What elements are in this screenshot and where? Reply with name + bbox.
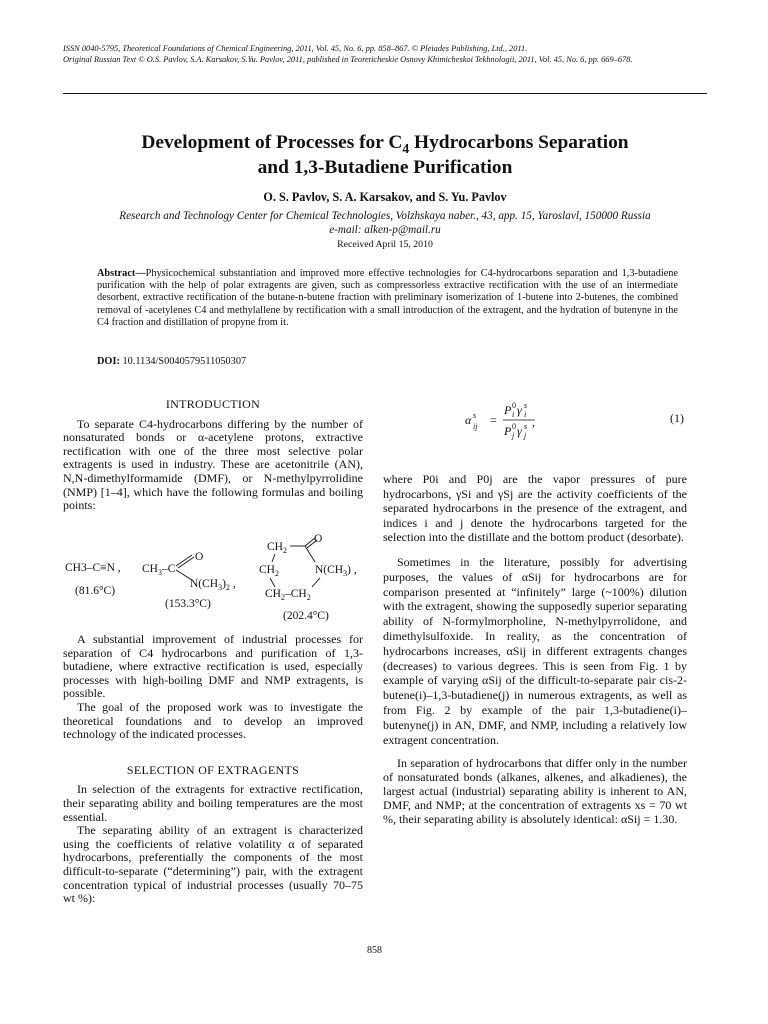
intro-paragraph-2: A substantial improvement of industrial processes for separation of C4 hydrocarbons and purification of 1,3-butadiene, where extractive rectification is used, especially processes with high-boiling DMF and NMP extragents, is possible.	[63, 632, 363, 701]
header-line-1: ISSN 0040-5795, Theoretical Foundations of Chemical Engineering, 2011, Vol. 45, No. 6, pp. 858–867. © Pleiades Publishing, Ltd., 2011.	[63, 44, 528, 53]
svg-text:O: O	[314, 533, 323, 545]
doi	[97, 356, 678, 367]
svg-text:,: ,	[532, 415, 535, 429]
svg-text:CH3–C: $CH_3-C$	[142, 563, 176, 577]
svg-text:s: s	[524, 401, 528, 410]
intro-paragraph-3: The goal of the proposed work was to investigate the theoretical foundations and to develop an improved technology of the indicated processes.	[63, 699, 363, 742]
doi-value: 10.1134/S0040579511050307	[122, 356, 247, 367]
doi-label: DOI:	[97, 356, 120, 367]
affiliation: Research and Technology Center for Chemical Technologies, Volzhskaya naber., 43, app. 15, Yaroslavl, 150000 Russia	[119, 210, 651, 222]
abstract-text: Physicochemical substantiation and improved more effective technologies for C4-hydrocarbons separation and 1,3-butadiene purification with the help of polar extragents are given, such as compressorless extractive rectification with the use of an intermediate desorbent, extractive rectification of the butane-n-butene fraction with preliminary isomerization of 1-butene into 2-butenes, the combined removal of -acetylenes C4 and methylallene by rectification with a small introduction of the extragent, and the hydration of butenyne in the C4 fraction and distillation of propyne from it.	[97, 268, 678, 328]
formula-nmp-bp: (202.4°C)	[283, 610, 329, 622]
left-column	[63, 398, 363, 513]
equation-1	[460, 396, 610, 446]
right-paragraph-3: In separation of hydrocarbons that differ only in the number of nonsaturated bonds (alkanes, alkenes, and alkadienes), the largest actual (industrial) separating ability is inherent to AN, DMF, and NMP; at the concentration of extragents xs = 70 wt %, their separating ability is absolutely identical: αSij = 1.30.	[383, 756, 687, 826]
header-line-2: Original Russian Text © O.S. Pavlov, S.A. Karsakov, S.Yu. Pavlov, 2011, published in Teoreticheskie Osnovy Khimicheskoi Tekhnologii, 2011, Vol. 45, No. 6, pp. 669–678.	[63, 55, 633, 64]
formula-dmf-bp: (153.3°C)	[165, 598, 211, 610]
svg-text:CH2: $CH_2$	[259, 564, 279, 578]
svg-text:O: O	[195, 551, 204, 563]
paper-title	[60, 130, 710, 180]
svg-text:N(CH3) ,: $N(CH_3)$ ,	[315, 564, 357, 578]
svg-text:0: 0	[512, 422, 516, 431]
right-column	[383, 472, 687, 826]
right-paragraph-1: where P0i and P0j are the vapor pressures of pure hydrocarbons, γSi and γSj are the activity coefficients of the separated hydrocarbons in the presence of the extragent, and indices i and j denote the hydrocarbons targeted for the selection into the distillate and the bottom product (desorbate).	[383, 472, 687, 545]
title-line-2: and 1,3-Butadiene Purification	[257, 157, 513, 178]
svg-text:CH2–CH2: $CH_2-CH_2$	[265, 588, 311, 602]
header-rule	[63, 93, 707, 94]
journal-header	[63, 43, 713, 65]
title-part: Hydrocarbons Separation	[409, 132, 629, 153]
authors: O. S. Pavlov, S. A. Karsakov, and S. Yu. Pavlov	[263, 190, 507, 204]
equation-number: (1)	[670, 411, 684, 425]
svg-text:CH2: $CH_2$	[267, 541, 287, 555]
formula-an-bp: (81.6°C)	[75, 585, 116, 597]
intro-paragraph-1: To separate C4-hydrocarbons differing by the number of nonsaturated bonds or α-acetylene protons, extractive rectification with one of the three most selective polar extragents is used in industry. These are acetonitrile (AN), N,N-dimethylformamide (DMF), or N-methylpyrrolidine (NMP) [1–4], which have the following formulas and boiling points:	[63, 416, 363, 513]
svg-text:s: s	[524, 422, 528, 431]
intro-heading: INTRODUCTION	[165, 397, 261, 411]
svg-text:i: i	[512, 410, 515, 419]
right-paragraph-2: Sometimes in the literature, possibly for advertising purposes, the values of αSij for hydrocarbons are for comparison presented at “infinitely” large (~100%) dilution with the extragent, showing the supposedly superior separating ability of N-formylmorpholine, N-methylpyrrolidone, and dimethylsulfoxide. In reality, as the concentration of hydrocarbons increases, αSij in different extragents changes (decreases) to various degrees. This is seen from Fig. 1 by example of varying αSij of the difficult-to-separate pair cis-2-butene(i)–1,3-butadiene(j) in numerous extragents, as well as from Fig. 2 by example of the pair 1,3-butadiene(i)–butenyne(j) in AN, DMF, and NMP, including a relatively low extragent concentration.	[383, 554, 687, 747]
title-part: Development of Processes for C	[141, 132, 403, 153]
affiliation-block	[60, 209, 710, 237]
svg-text:=: =	[490, 413, 497, 427]
svg-text:i: i	[524, 410, 527, 419]
email: e-mail: alken-p@mail.ru	[329, 224, 441, 236]
svg-text:P: P	[504, 424, 512, 438]
svg-text:P: P	[504, 403, 512, 417]
svg-text:γ: γ	[517, 403, 522, 417]
svg-text:N(CH3)2 ,: $N(CH_3)_2$ ,	[190, 578, 236, 592]
svg-text:j: j	[524, 431, 527, 440]
formula-an: CH3–C≡N ,	[65, 562, 121, 574]
received-date: Received April 15, 2010	[337, 239, 433, 250]
page-number: 858	[367, 945, 382, 956]
svg-text:α: α	[465, 413, 472, 427]
chemical-structures	[140, 530, 380, 630]
selection-paragraph-2: The separating ability of an extragent is characterized using the coefficients of relative volatility α of separated hydrocarbons, preferentially the components of the most difficult-to-separate (“determining”) pair, with the extragent concentration typical of industrial processes (usually 70–75 wt %):	[63, 823, 363, 906]
abstract: Abstract—Physicochemical substantiation and improved more effective technologies for C4-hydrocarbons separation and 1,3-butadiene purification with the help of polar extragents are given, such as compressorless extractive rectification with the use of an intermediate desorbent, extractive rectification of the butane-n-butene fraction with preliminary isomerization of 1-butene into 2-butenes, the combined removal of -acetylenes C4 and methylallene by rectification with a small introduction of the extragent, and the hydration of butenyne in the C4 fraction and distillation of propyne from it.	[97, 268, 678, 328]
svg-text:ij: ij	[473, 422, 478, 431]
selection-heading: SELECTION OF EXTRAGENTS	[126, 762, 300, 777]
title-subscript: 4	[402, 140, 410, 156]
abstract-label: Abstract	[97, 268, 136, 279]
svg-text:γ: γ	[517, 424, 522, 438]
selection-paragraph-1: In selection of the extragents for extractive rectification, their separating ability and boiling temperatures are the most essential.	[63, 782, 363, 824]
svg-text:j: j	[512, 431, 515, 440]
svg-text:s: s	[473, 411, 477, 420]
left-column-lower	[63, 633, 363, 906]
svg-text:0: 0	[512, 401, 516, 410]
